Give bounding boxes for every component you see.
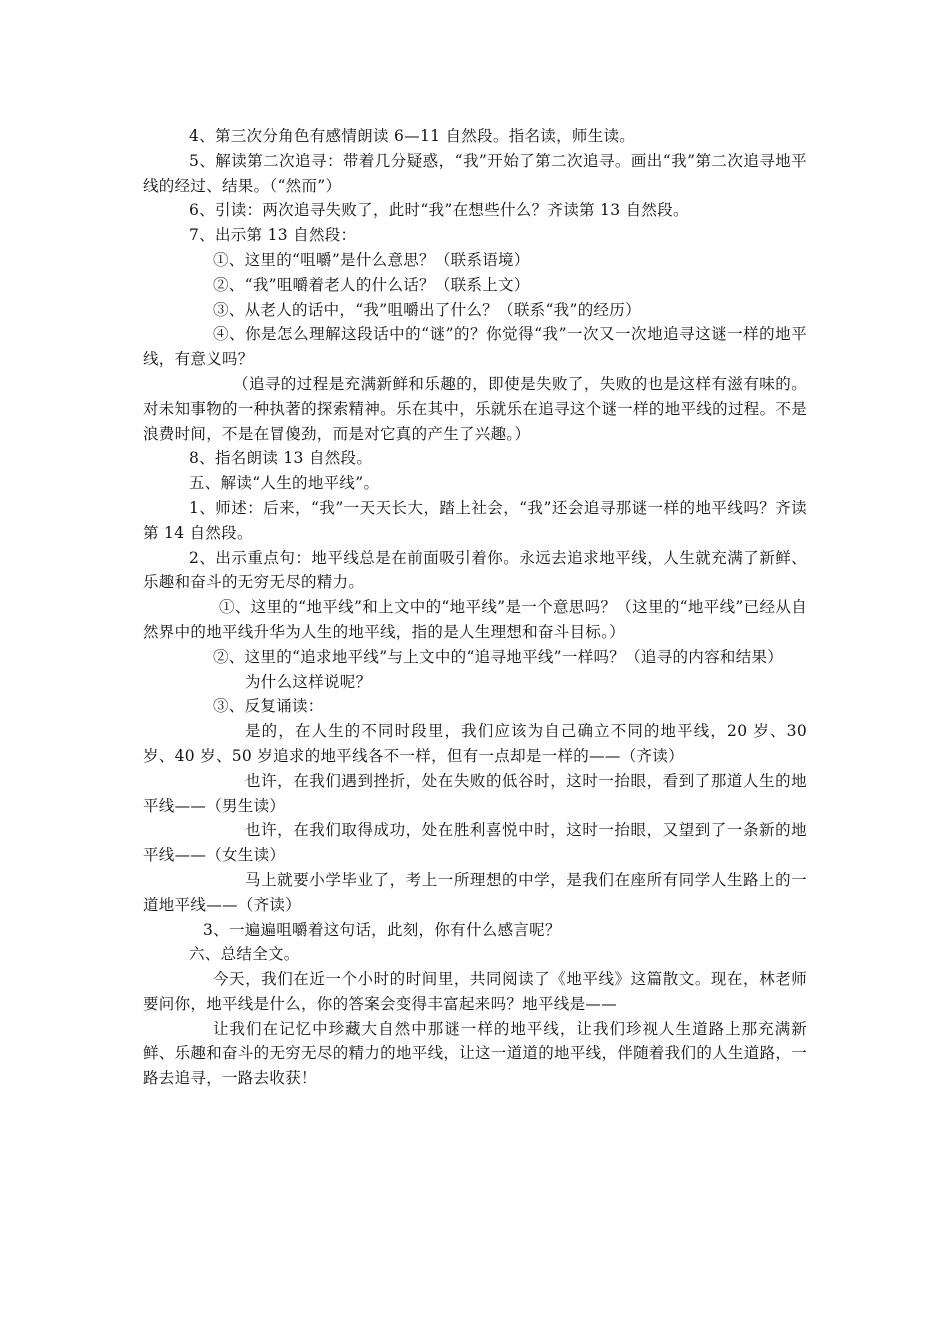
section-heading: 五、解读“人生的地平线”。 <box>189 474 380 493</box>
paragraph: 5、解读第二次追寻：带着几分疑惑，“我”开始了第二次追寻。画出“我”第二次追寻地平线的经过、结果。（“然而”） <box>143 151 807 195</box>
paragraph: 3、一遍遍咀嚼着这句话，此刻，你有什么感言呢？ <box>203 920 561 939</box>
paragraph: 马上就要小学毕业了，考上一所理想的中学，是我们在座所有同学人生路上的一道地平线——（齐读） <box>143 870 807 914</box>
paragraph: ③、反复诵读： <box>213 697 324 716</box>
paragraph: 为什么这样说呢？ <box>245 672 372 691</box>
paragraph: （追寻的过程是充满新鲜和乐趣的，即使是失败了，失败的也是这样有滋有味的。对未知事物的一种执著的探索精神。乐在其中，乐就乐在追寻这个谜一样的地平线的过程。不是浪费时间，不是在冒傻劲，而是对它真的产生了兴趣。） <box>143 374 807 443</box>
paragraph: 也许，在我们取得成功，处在胜利喜悦中时，这时一抬眼，又望到了一条新的地平线——（女生读） <box>143 821 807 865</box>
paragraph: 7、出示第 13 自然段： <box>189 226 357 245</box>
paragraph: 让我们在记忆中珍藏大自然中那谜一样的地平线，让我们珍视人生道路上那充满新鲜、乐趣和奋斗的无穷无尽的精力的地平线，让这一道道的地平线，伴随着我们的人生道路，一路去追寻，一路去收获！ <box>143 1019 807 1088</box>
paragraph: 今天，我们在近一个小时的时间里，共同阅读了《地平线》这篇散文。现在，林老师要问你，地平线是什么，你的答案会变得丰富起来吗？地平线是—— <box>143 970 807 1013</box>
paragraph: 2、出示重点句：地平线总是在前面吸引着你。永远去追求地平线，人生就充满了新鲜、乐趣和奋斗的无穷无尽的精力。 <box>143 548 807 592</box>
paragraph: 1、师述：后来，“我”一天天长大，踏上社会，“我”还会追寻那谜一样的地平线吗？齐读第 14 自然段。 <box>143 498 807 542</box>
paragraph: 是的，在人生的不同时段里，我们应该为自己确立不同的地平线，20 岁、30 岁、40 岁、50 岁追求的地平线各不一样，但有一点却是一样的——（齐读） <box>143 722 807 765</box>
paragraph: ③、从老人的话中，“我”咀嚼出了什么？（联系“我”的经历） <box>213 300 641 319</box>
document-body <box>143 124 807 1091</box>
section-heading: 六、总结全文。 <box>189 945 300 964</box>
paragraph: ①、这里的“地平线”和上文中的“地平线”是一个意思吗？（这里的“地平线”已经从自然界中的地平线升华为人生的地平线，指的是人生理想和奋斗目标。） <box>143 598 807 641</box>
paragraph: ④、你是怎么理解这段话中的“谜”的？你觉得“我”一次又一次地追寻这谜一样的地平线，有意义吗？ <box>143 325 807 369</box>
paragraph: ②、这里的“追求地平线”与上文中的“追寻地平线”一样吗？（追寻的内容和结果） <box>213 647 784 666</box>
paragraph: 4、第三次分角色有感情朗读 6—11 自然段。指名读，师生读。 <box>189 127 636 145</box>
paragraph: 也许，在我们遇到挫折，处在失败的低谷时，这时一抬眼，看到了那道人生的地平线——（男生读） <box>143 771 807 815</box>
paragraph: ②、“我”咀嚼着老人的什么话？（联系上文） <box>213 275 530 294</box>
paragraph: 8、指名朗读 13 自然段。 <box>189 449 373 468</box>
paragraph: 6、引读：两次追寻失败了，此时“我”在想些什么？齐读第 13 自然段。 <box>189 201 689 220</box>
paragraph: ①、这里的“咀嚼”是什么意思？（联系语境） <box>213 250 530 269</box>
